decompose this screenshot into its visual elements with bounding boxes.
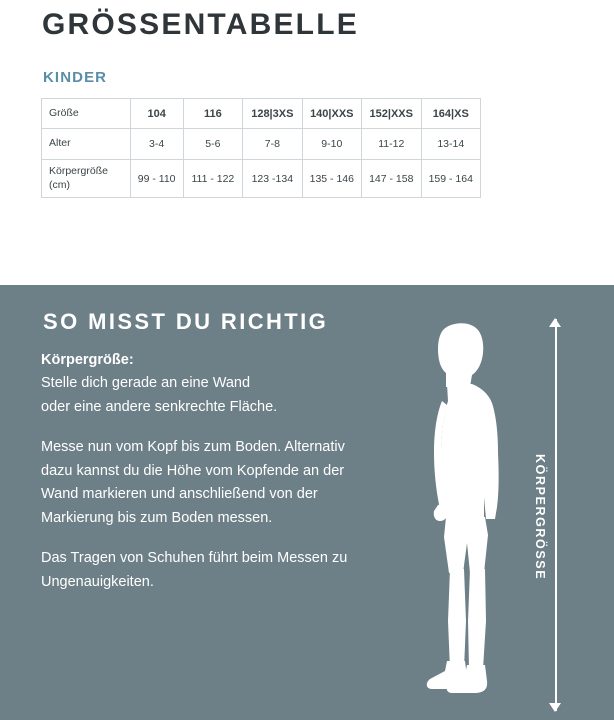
table-cell-size-1: 116 [183, 99, 242, 129]
guide-body [41, 349, 371, 594]
height-measure-indicator [533, 319, 576, 711]
guide-lead-label: Körpergröße: [41, 352, 134, 368]
table-row-sizes [42, 99, 481, 129]
table-cell-age-3: 9-10 [302, 129, 361, 160]
table-cell-height-3: 135 - 146 [302, 160, 361, 198]
guide-paragraph-2: Messe nun vom Kopf bis zum Boden. Alternativ dazu kannst du die Höhe vom Kopfende an der Wand markieren und anschließend von der Markierung bis zum Boden messen. [41, 439, 345, 526]
guide-paragraph-1-line-1: Stelle dich gerade an eine Wand [41, 375, 251, 392]
guide-paragraph-3: Das Tragen von Schuhen führt beim Messen zu Ungenauigkeiten. [41, 550, 348, 590]
table-cell-height-2: 123 -134 [243, 160, 302, 198]
table-cell-age-4: 11-12 [362, 129, 421, 160]
table-cell-age-1: 5-6 [183, 129, 242, 160]
table-row-label-koerpergroesse-unit: (cm) [49, 178, 70, 191]
table-row-label-koerpergroesse-main: Körpergröße [49, 165, 108, 178]
table-cell-height-4: 147 - 158 [362, 160, 421, 198]
guide-title: SO MISST DU RICHTIG [43, 309, 329, 334]
size-chart-header-section [0, 0, 614, 285]
table-cell-age-0: 3-4 [130, 129, 183, 160]
table-cell-height-0: 99 - 110 [130, 160, 183, 198]
table-cell-size-3: 140|XXS [302, 99, 361, 129]
measure-label: KÖRPERGRÖSSE [533, 454, 547, 581]
table-row-label-alter: Alter [42, 129, 131, 160]
size-table [41, 98, 481, 198]
child-silhouette-icon [400, 321, 530, 716]
table-cell-size-0: 104 [130, 99, 183, 129]
table-cell-height-1: 111 - 122 [183, 160, 242, 198]
measure-line [555, 319, 557, 711]
guide-paragraph-1-line-2: oder eine andere senkrechte Fläche. [41, 398, 278, 415]
table-cell-size-4: 152|XXS [362, 99, 421, 129]
arrow-down-icon [549, 703, 561, 712]
table-cell-age-2: 7-8 [243, 129, 302, 160]
page-title: GRÖSSENTABELLE [42, 8, 359, 41]
size-table-wrapper [41, 98, 481, 198]
table-row-heights [42, 160, 481, 198]
table-row-label-groesse: Größe [42, 99, 131, 129]
table-cell-height-5: 159 - 164 [421, 160, 481, 198]
table-cell-age-5: 13-14 [421, 129, 481, 160]
measuring-guide-section [0, 285, 614, 720]
section-label-kinder: KINDER [43, 69, 108, 86]
table-row-ages [42, 129, 481, 160]
table-cell-size-5: 164|XS [421, 99, 481, 129]
guide-paragraph-1 [41, 349, 371, 419]
table-cell-size-2: 128|3XS [243, 99, 302, 129]
table-row-label-koerpergroesse [42, 160, 131, 198]
